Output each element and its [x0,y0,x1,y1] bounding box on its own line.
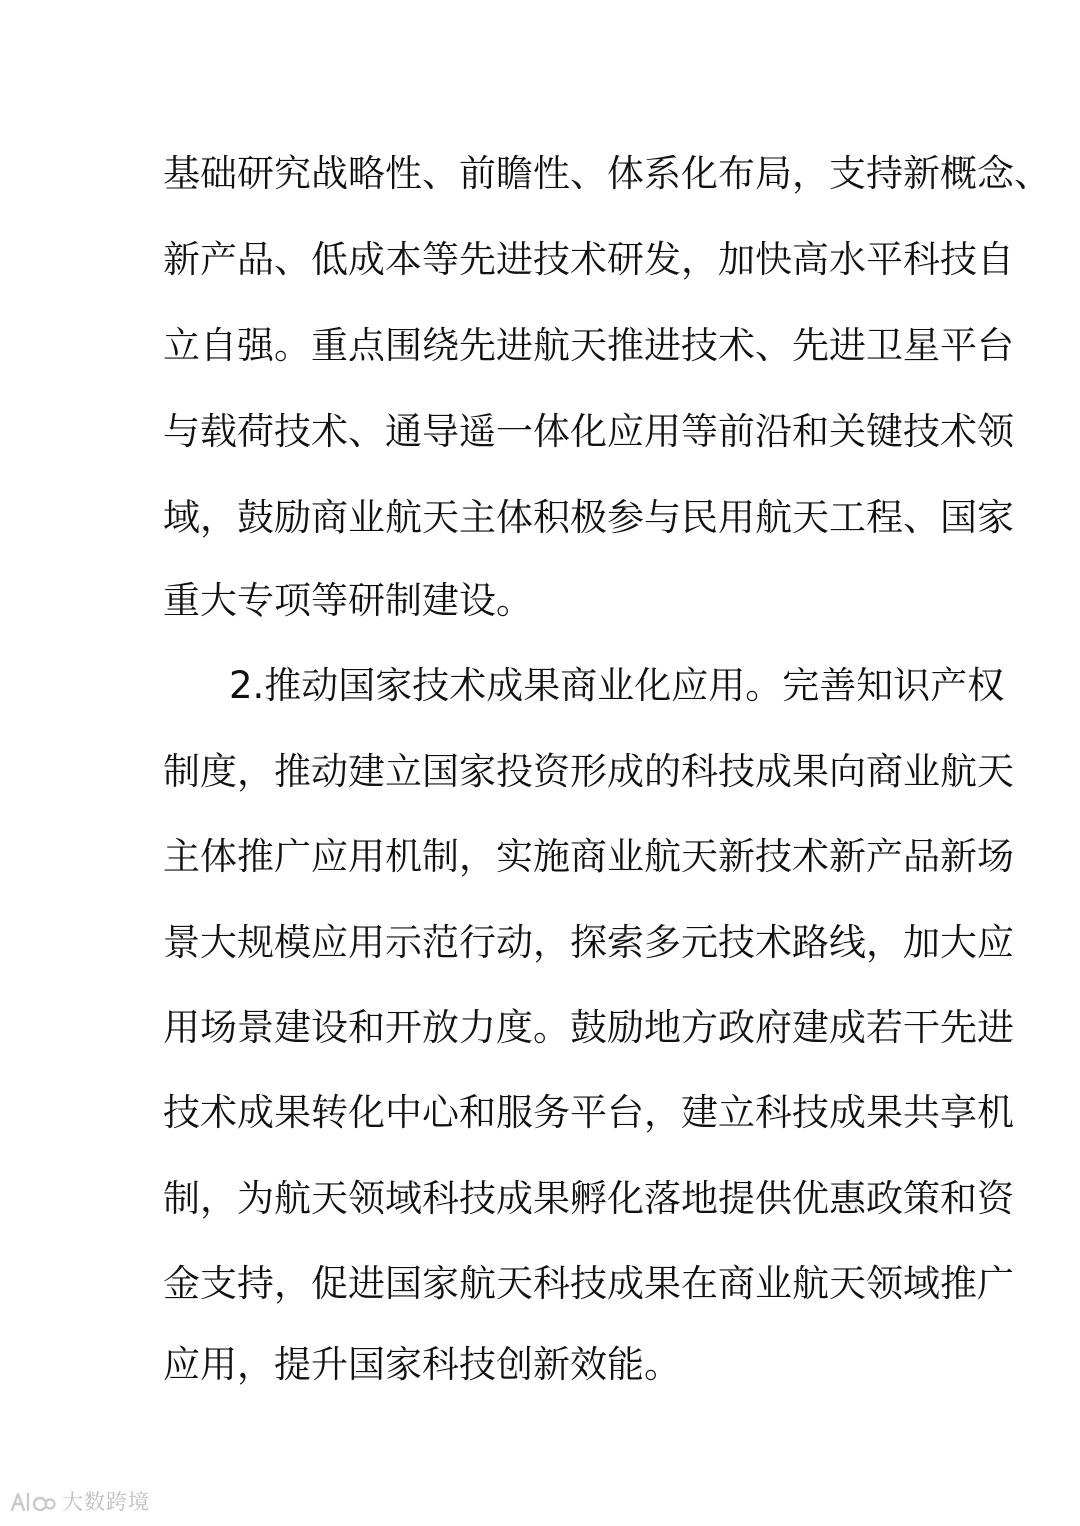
text-line: 域，鼓励商业航天主体积极参与民用航天工程、国家 [163,496,1014,539]
text-line: 主体推广应用机制，实施商业航天新技术新产品新场 [163,835,1014,878]
text-line: 与载荷技术、通导遥一体化应用等前沿和关键技术领 [163,410,1014,453]
text-line: 基础研究战略性、前瞻性、体系化布局，支持新概念、 [163,152,1051,195]
text-line: 2.推动国家技术成果商业化应用。完善知识产权 [229,664,1005,707]
text-line: 技术成果转化中心和服务平台，建立科技成果共享机 [163,1091,1014,1134]
text-line: 用场景建设和开放力度。鼓励地方政府建成若干先进 [163,1006,1014,1049]
watermark-text: 大数跨境 [62,1490,150,1514]
text-line: 立自强。重点围绕先进航天推进技术、先进卫星平台 [163,324,1014,367]
text-line: 重大专项等研制建设。 [163,579,533,622]
watermark [8,1488,150,1516]
text-line: 制度，推动建立国家投资形成的科技成果向商业航天 [163,750,1014,793]
text-line: 景大规模应用示范行动，探索多元技术路线，加大应 [163,921,1014,964]
text-line: 新产品、低成本等先进技术研发，加快高水平科技自 [163,238,1014,281]
text-line: 金支持，促进国家航天科技成果在商业航天领域推广 [163,1262,1014,1305]
ai-logo-icon [8,1490,56,1514]
text-line: 制，为航天领域科技成果孵化落地提供优惠政策和资 [163,1177,1014,1220]
text-line: 应用，提升国家科技创新效能。 [163,1343,681,1386]
